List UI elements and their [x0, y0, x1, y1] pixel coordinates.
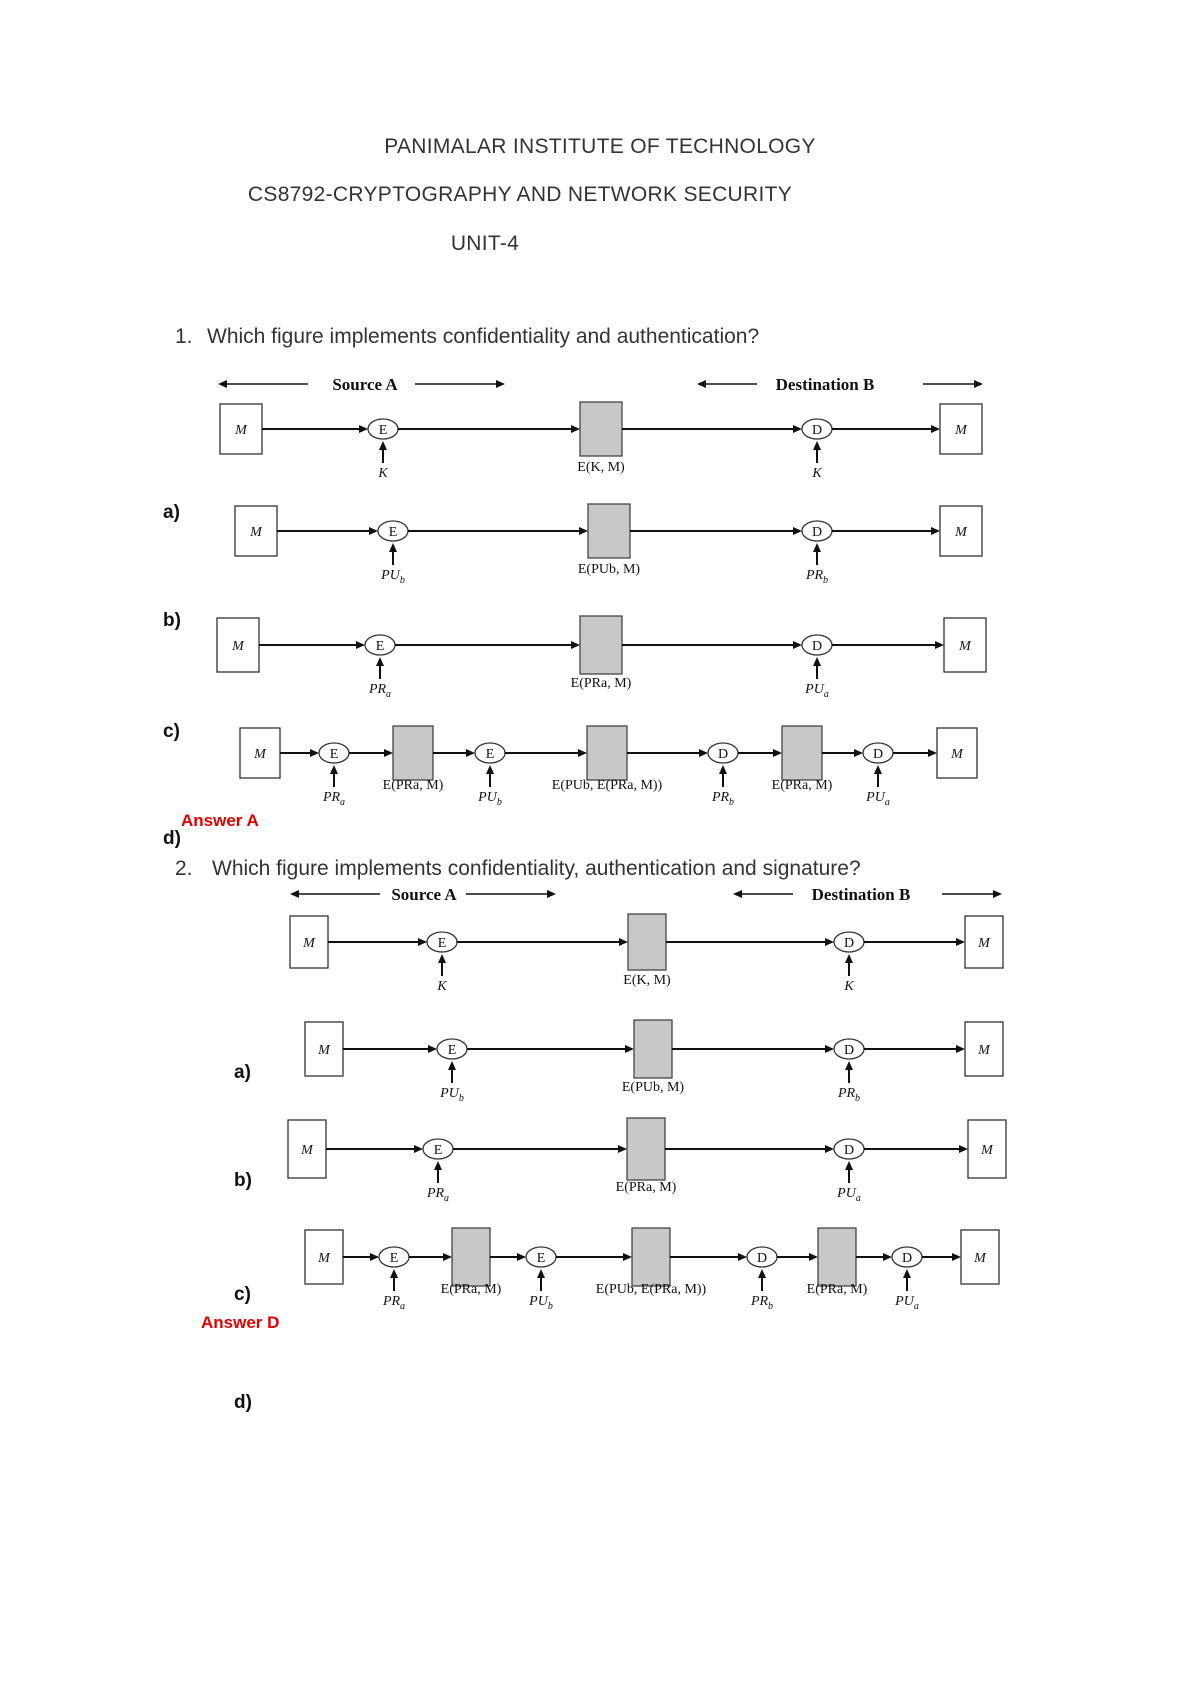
fig1-dest-head-left [697, 380, 706, 388]
fig2-d-arrow-6-head [809, 1253, 818, 1261]
fig1-b-encrypt-node-label: E [388, 525, 398, 540]
fig2-a-row-label: a) [234, 1062, 251, 1083]
fig2-c-row-label: c) [234, 1284, 251, 1305]
question-2-text: Which figure implements confidentiality, authentication and signature? [212, 857, 861, 880]
fig2-c-arrow-2-head [618, 1145, 627, 1153]
fig1-b-arrow-3-head [793, 527, 802, 535]
fig1-d-arrow-1-head [310, 749, 319, 757]
fig2-c-decrypt-node-label: D [843, 1143, 855, 1158]
fig1-d-arrow-6-head [773, 749, 782, 757]
fig1-a-ciphertext-label: E(K, M) [577, 460, 625, 475]
fig1-dest-head-right [974, 380, 983, 388]
fig1-b-arrow-4-head [931, 527, 940, 535]
fig1-d-arrow-4-head [578, 749, 587, 757]
fig1-d-arrow-5-head [699, 749, 708, 757]
fig1-c-encrypt-node-label: E [375, 639, 385, 654]
fig2-dest-label: Destination B [811, 885, 911, 904]
fig2-d-dest-message-label: M [974, 1251, 986, 1266]
fig1-d-ciphertext-box-1 [393, 726, 433, 780]
fig1-d-arrow-8-head [928, 749, 937, 757]
fig2-b-arrow-3-head [825, 1045, 834, 1053]
fig1-a-source-message-label: M [235, 423, 247, 438]
fig1-d-dec2-key: $PU_a$ [866, 790, 890, 808]
fig1-a-dec-key: K [812, 466, 822, 481]
fig2-a-dest-message-label: M [978, 936, 990, 951]
fig1-d-arrow-7-head [854, 749, 863, 757]
fig1-d-ciphertext-label-2: E(PUb, E(PRa, M)) [551, 778, 663, 793]
question-1 [175, 325, 759, 349]
fig2-d-ciphertext-box-3 [818, 1228, 856, 1286]
fig1-d-ciphertext-label-3: E(PRa, M) [771, 778, 833, 793]
fig1-source-label: Source A [332, 375, 398, 394]
fig1-c-dest-message-label: M [959, 639, 971, 654]
fig1-source-head-left [218, 380, 227, 388]
fig1-d-encrypt-node-1-label: E [329, 747, 339, 762]
fig2-a-arrow-2-head [619, 938, 628, 946]
fig2-c-arrow-4-head [959, 1145, 968, 1153]
question-1-number: 1. [175, 325, 193, 348]
fig1-c-arrow-2-head [571, 641, 580, 649]
fig1-d-row-label: d) [163, 828, 181, 849]
fig1-c-arrow-1-head [356, 641, 365, 649]
fig2-a-encrypt-node-label: E [437, 936, 447, 951]
fig2-a-enc-arrowhead [438, 954, 446, 963]
fig2-b-decrypt-node-label: D [843, 1043, 855, 1058]
fig1-d-source-message-label: M [254, 747, 266, 762]
fig2-d-arrow-8-head [952, 1253, 961, 1261]
fig2-b-ciphertext-box [634, 1020, 672, 1078]
fig1-b-row-label: b) [163, 610, 181, 631]
fig1-d-arrow-2-head [384, 749, 393, 757]
fig2-d-ciphertext-label-1: E(PRa, M) [440, 1282, 502, 1297]
fig2-source-label: Source A [391, 885, 457, 904]
fig1-a-dest-message-label: M [955, 423, 967, 438]
fig1-c-arrow-3-head [793, 641, 802, 649]
fig1-c-arrow-4-head [935, 641, 944, 649]
question-1-text: Which figure implements confidentiality and authentication? [207, 325, 760, 348]
fig1-c-decrypt-node-label: D [811, 639, 823, 654]
fig2-b-dec-key: $PR_b$ [837, 1086, 861, 1104]
fig2-b-arrow-4-head [956, 1045, 965, 1053]
fig1-d-arrow-3-head [466, 749, 475, 757]
fig2-b-enc-arrowhead [448, 1061, 456, 1070]
fig2-d-dec1-key: $PR_b$ [750, 1294, 774, 1312]
fig2-source-head-right [547, 890, 556, 898]
fig2-d-dec2-key: $PU_a$ [895, 1294, 919, 1312]
fig2-d-enc1-key: $PR_a$ [382, 1294, 406, 1312]
fig2-dest-head-right [993, 890, 1002, 898]
fig2-d-ciphertext-label-3: E(PRa, M) [806, 1282, 868, 1297]
fig2-c-ciphertext-box [627, 1118, 665, 1180]
fig1-d-enc1-arrowhead [330, 765, 338, 774]
fig1-c-ciphertext-label: E(PRa, M) [570, 676, 632, 691]
fig1-b-ciphertext-label: E(PUb, M) [577, 562, 641, 577]
fig1-b-dec-key: $PR_b$ [805, 568, 829, 586]
fig1-a-enc-key: K [378, 466, 388, 481]
fig1-a-enc-arrowhead [379, 441, 387, 450]
fig1-b-decrypt-node-label: D [811, 525, 823, 540]
fig2-c-dec-key: $PU_a$ [837, 1186, 861, 1204]
fig2-a-dec-arrowhead [845, 954, 853, 963]
fig1-d-dec2-arrowhead [874, 765, 882, 774]
fig1-a-arrow-3-head [793, 425, 802, 433]
fig2-source-head-left [290, 890, 299, 898]
answer-2: Answer D [201, 1313, 280, 1332]
fig2-d-encrypt-node-2-label: E [536, 1251, 546, 1266]
fig2-b-enc-key: $PU_b$ [440, 1086, 464, 1104]
fig2-d-arrow-1-head [370, 1253, 379, 1261]
fig2-d-arrow-2-head [443, 1253, 452, 1261]
fig2-d-dec1-arrowhead [758, 1269, 766, 1278]
fig2-a-arrow-3-head [825, 938, 834, 946]
fig2-c-source-message-label: M [301, 1143, 313, 1158]
fig2-a-arrow-1-head [418, 938, 427, 946]
fig2-d-decrypt-node-1-label: D [756, 1251, 768, 1266]
fig1-a-arrow-4-head [931, 425, 940, 433]
fig2-c-encrypt-node-label: E [433, 1143, 443, 1158]
fig1-b-source-message-label: M [250, 525, 262, 540]
fig1-b-enc-key: $PU_b$ [381, 568, 405, 586]
fig2-a-ciphertext-label: E(K, M) [623, 973, 671, 988]
fig1-c-enc-key: $PR_a$ [368, 682, 392, 700]
fig2-d-ciphertext-box-1 [452, 1228, 490, 1286]
fig1-d-ciphertext-label-1: E(PRa, M) [382, 778, 444, 793]
fig1-d-enc2-key: $PU_b$ [478, 790, 502, 808]
fig1-source-head-right [496, 380, 505, 388]
fig1-b-enc-arrowhead [389, 543, 397, 552]
fig1-a-arrow-2-head [571, 425, 580, 433]
fig2-d-row-label: d) [234, 1392, 252, 1413]
fig2-b-dec-arrowhead [845, 1061, 853, 1070]
fig1-c-row-label: c) [163, 721, 180, 742]
fig1-b-dec-arrowhead [813, 543, 821, 552]
fig1-d-dec1-arrowhead [719, 765, 727, 774]
question-2-figure [0, 880, 1200, 1413]
fig2-c-dec-arrowhead [845, 1161, 853, 1170]
fig2-b-ciphertext-label: E(PUb, M) [621, 1080, 685, 1095]
fig1-b-arrow-2-head [579, 527, 588, 535]
fig2-a-enc-key: K [437, 979, 447, 994]
fig2-c-dest-message-label: M [981, 1143, 993, 1158]
fig2-a-source-message-label: M [303, 936, 315, 951]
question-2-number: 2. [175, 857, 193, 880]
fig2-d-arrow-4-head [623, 1253, 632, 1261]
fig1-a-ciphertext-box [580, 402, 622, 456]
fig1-a-row-label: a) [163, 502, 180, 523]
fig2-b-arrow-1-head [428, 1045, 437, 1053]
fig1-d-decrypt-node-1-label: D [717, 747, 729, 762]
fig2-b-source-message-label: M [318, 1043, 330, 1058]
fig1-c-dec-key: $PU_a$ [805, 682, 829, 700]
fig1-b-dest-message-label: M [955, 525, 967, 540]
fig1-c-ciphertext-box [580, 616, 622, 674]
fig2-b-row-label: b) [234, 1170, 252, 1191]
fig2-d-arrow-3-head [517, 1253, 526, 1261]
fig2-c-enc-key: $PR_a$ [426, 1186, 450, 1204]
fig2-b-arrow-2-head [625, 1045, 634, 1053]
fig2-a-arrow-4-head [956, 938, 965, 946]
fig2-a-decrypt-node-label: D [843, 936, 855, 951]
fig1-d-encrypt-node-2-label: E [485, 747, 495, 762]
fig2-c-ciphertext-label: E(PRa, M) [615, 1180, 677, 1195]
fig1-d-dest-message-label: M [951, 747, 963, 762]
fig2-dest-head-left [733, 890, 742, 898]
fig1-d-ciphertext-box-2 [587, 726, 627, 780]
fig1-a-dec-arrowhead [813, 441, 821, 450]
fig2-d-encrypt-node-1-label: E [389, 1251, 399, 1266]
fig1-a-encrypt-node-label: E [378, 423, 388, 438]
fig1-d-ciphertext-box-3 [782, 726, 822, 780]
fig2-b-dest-message-label: M [978, 1043, 990, 1058]
unit-title: UNIT-4 [450, 232, 520, 255]
fig2-c-enc-arrowhead [434, 1161, 442, 1170]
fig2-d-enc2-arrowhead [537, 1269, 545, 1278]
fig2-c-arrow-3-head [825, 1145, 834, 1153]
fig1-dest-label: Destination B [775, 375, 875, 394]
fig2-d-ciphertext-label-2: E(PUb, E(PRa, M)) [595, 1282, 707, 1297]
fig1-c-source-message-label: M [232, 639, 244, 654]
fig2-d-arrow-5-head [738, 1253, 747, 1261]
fig2-b-encrypt-node-label: E [447, 1043, 457, 1058]
fig1-b-ciphertext-box [588, 504, 630, 558]
fig1-d-enc1-key: $PR_a$ [322, 790, 346, 808]
fig1-c-enc-arrowhead [376, 657, 384, 666]
fig2-d-source-message-label: M [318, 1251, 330, 1266]
fig1-a-arrow-1-head [359, 425, 368, 433]
fig2-d-dec2-arrowhead [903, 1269, 911, 1278]
question-2 [175, 857, 861, 881]
fig1-c-dec-arrowhead [813, 657, 821, 666]
fig1-b-arrow-1-head [369, 527, 378, 535]
fig2-c-arrow-1-head [414, 1145, 423, 1153]
answer-1: Answer A [181, 811, 259, 830]
fig2-a-dec-key: K [844, 979, 854, 994]
fig2-d-arrow-7-head [883, 1253, 892, 1261]
fig1-d-decrypt-node-2-label: D [872, 747, 884, 762]
fig2-d-enc1-arrowhead [390, 1269, 398, 1278]
fig1-d-enc2-arrowhead [486, 765, 494, 774]
fig1-d-dec1-key: $PR_b$ [711, 790, 735, 808]
fig1-a-decrypt-node-label: D [811, 423, 823, 438]
fig2-d-decrypt-node-2-label: D [901, 1251, 913, 1266]
fig2-d-ciphertext-box-2 [632, 1228, 670, 1286]
fig2-a-ciphertext-box [628, 914, 666, 970]
course-title: CS8792-CRYPTOGRAPHY AND NETWORK SECURITY [247, 183, 793, 206]
institute-title: PANIMALAR INSTITUTE OF TECHNOLOGY [384, 135, 816, 158]
fig2-d-enc2-key: $PU_b$ [529, 1294, 553, 1312]
